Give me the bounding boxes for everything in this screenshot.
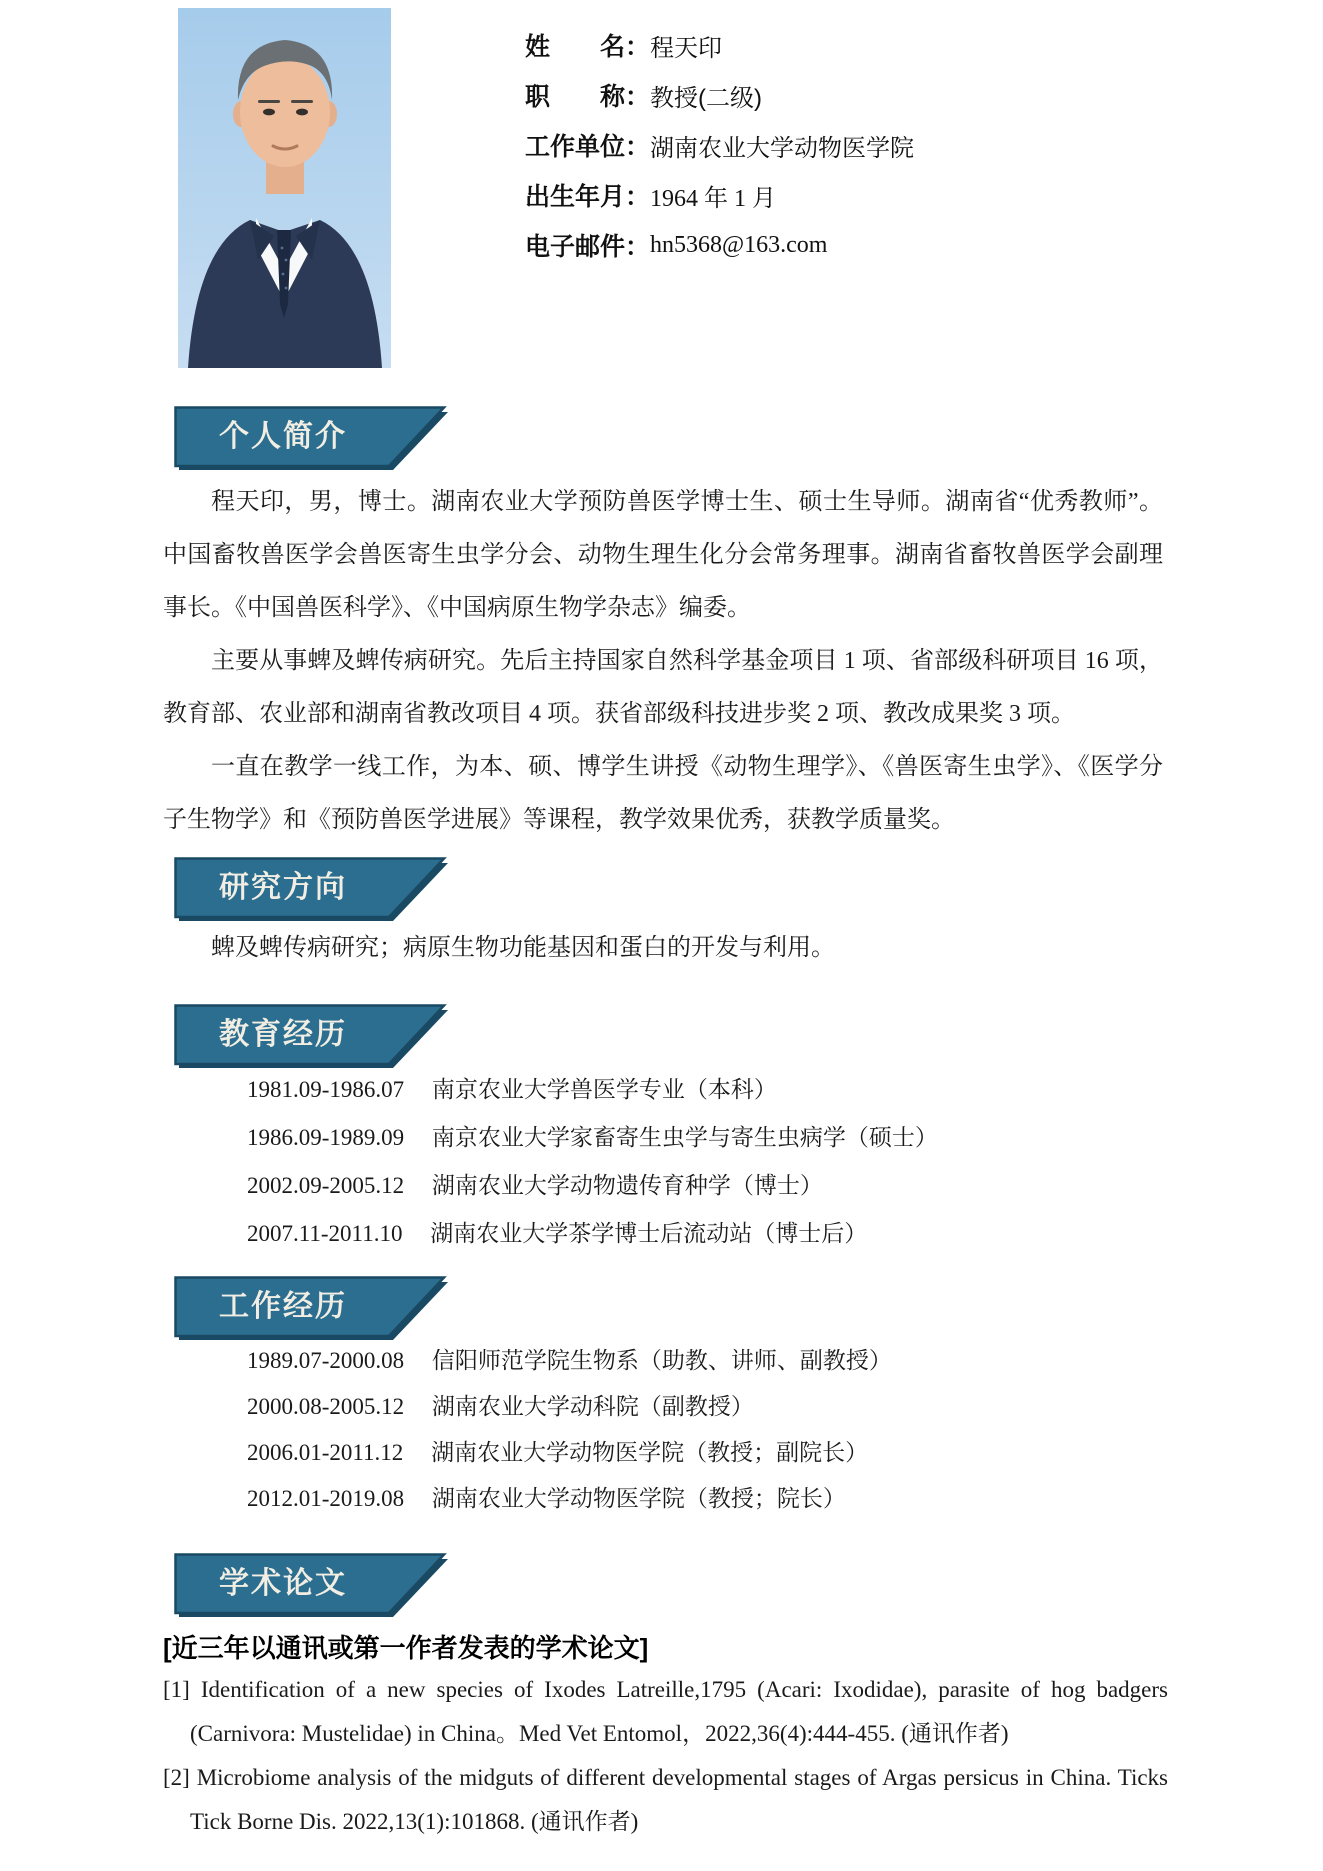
work-list [247, 1338, 892, 1522]
portrait-photo [178, 8, 391, 368]
personal-info [525, 20, 914, 270]
section-title-papers: 学术论文 [219, 1567, 347, 1600]
papers-list [163, 1668, 1168, 1844]
work-item [247, 1430, 892, 1476]
name-value: 程天印 [650, 34, 723, 62]
info-row-birthdate [525, 170, 914, 220]
section-banner-intro [174, 406, 474, 472]
section-title-intro: 个人简介 [219, 420, 347, 453]
workunit-value: 湖南农业大学动物医学院 [650, 134, 915, 162]
education-detail: 湖南农业大学茶学博士后流动站（博士后） [430, 1221, 868, 1246]
work-period: 2012.01-2019.08 [247, 1486, 405, 1511]
research-block [163, 922, 1163, 975]
section-title-education: 教育经历 [219, 1018, 347, 1051]
education-item [247, 1066, 938, 1114]
section-banner-education [174, 1004, 474, 1070]
info-row-title [525, 70, 914, 120]
work-period: 2006.01-2011.12 [247, 1440, 404, 1465]
intro-paragraph-1: 程天印，男，博士。湖南农业大学预防兽医学博士生、硕士生导师。湖南省“优秀教师”。中国畜牧兽医学会兽医寄生虫学分会、动物生理生化分会常务理事。湖南省畜牧兽医学会副理事长。《中国兽医科学》、《中国病原生物学杂志》编委。 [163, 489, 1163, 621]
info-row-email [525, 220, 914, 270]
birthdate-label: 出生年月： [525, 183, 651, 211]
papers-heading: [近三年以通讯或第一作者发表的学术论文] [163, 1633, 649, 1663]
education-period: 1986.09-1989.09 [247, 1125, 405, 1150]
workunit-label: 工作单位： [525, 133, 651, 161]
education-period: 1981.09-1986.07 [247, 1077, 405, 1102]
title-label: 职 称： [525, 83, 651, 111]
work-item [247, 1384, 892, 1430]
work-item [247, 1338, 892, 1384]
title-value: 教授(二级) [650, 84, 762, 112]
name-label: 姓 名： [525, 33, 651, 61]
education-item [247, 1210, 938, 1258]
intro-paragraph-2: 主要从事蜱及蜱传病研究。先后主持国家自然科学基金项目 1 项、省部级科研项目 16 项，教育部、农业部和湖南省教改项目 4 项。获省部级科技进步奖 2 项、教改成果奖 3 项。 [163, 648, 1163, 727]
intro-paragraphs [163, 476, 1163, 847]
info-row-workunit [525, 120, 914, 170]
portrait-illustration [178, 8, 391, 368]
research-text: 蜱及蜱传病研究；病原生物功能基因和蛋白的开发与利用。 [211, 935, 835, 961]
section-banner-papers [174, 1553, 474, 1619]
work-detail: 湖南农业大学动物医学院（教授；院长） [431, 1486, 846, 1511]
work-period: 1989.07-2000.08 [247, 1348, 405, 1373]
work-detail: 湖南农业大学动科院（副教授） [431, 1394, 754, 1419]
section-banner-research [174, 857, 474, 923]
education-period: 2007.11-2011.10 [247, 1221, 403, 1246]
education-detail: 南京农业大学兽医学专业（本科） [431, 1077, 777, 1102]
intro-paragraph-3: 一直在教学一线工作，为本、硕、博学生讲授《动物生理学》、《兽医寄生虫学》、《医学分子生物学》和《预防兽医学进展》等课程，教学效果优秀，获教学质量奖。 [163, 754, 1163, 833]
education-item [247, 1162, 938, 1210]
section-title-research: 研究方向 [219, 871, 347, 904]
email-label: 电子邮件： [525, 233, 651, 261]
section-banner-work [174, 1276, 474, 1342]
info-row-name [525, 20, 914, 70]
section-title-work: 工作经历 [219, 1290, 347, 1323]
work-detail: 信阳师范学院生物系（助教、讲师、副教授） [431, 1348, 892, 1373]
work-detail: 湖南农业大学动物医学院（教授；副院长） [431, 1440, 869, 1465]
birthdate-value: 1964 年 1 月 [650, 185, 777, 212]
education-item [247, 1114, 938, 1162]
work-period: 2000.08-2005.12 [247, 1394, 405, 1419]
education-list [247, 1066, 938, 1258]
email-value: hn5368@163.com [650, 231, 828, 258]
paper-item-2: [2] Microbiome analysis of the midguts of different developmental stages of Argas persicus in China. Ticks Tick Borne Dis. 2022,13(1):101868. (通讯作者) [163, 1765, 1168, 1834]
education-detail: 湖南农业大学动物遗传育种学（博士） [431, 1173, 823, 1198]
paper-item-1: [1] Identification of a new species of Ixodes Latreille,1795 (Acari: Ixodidae), parasite of hog badgers (Carnivora: Mustelidae) in China。Med Vet Entomol，2022,36(4):444-455. (通讯作者) [163, 1677, 1168, 1746]
education-detail: 南京农业大学家畜寄生虫学与寄生虫病学（硕士） [431, 1125, 938, 1150]
education-period: 2002.09-2005.12 [247, 1173, 405, 1198]
work-item [247, 1476, 892, 1522]
